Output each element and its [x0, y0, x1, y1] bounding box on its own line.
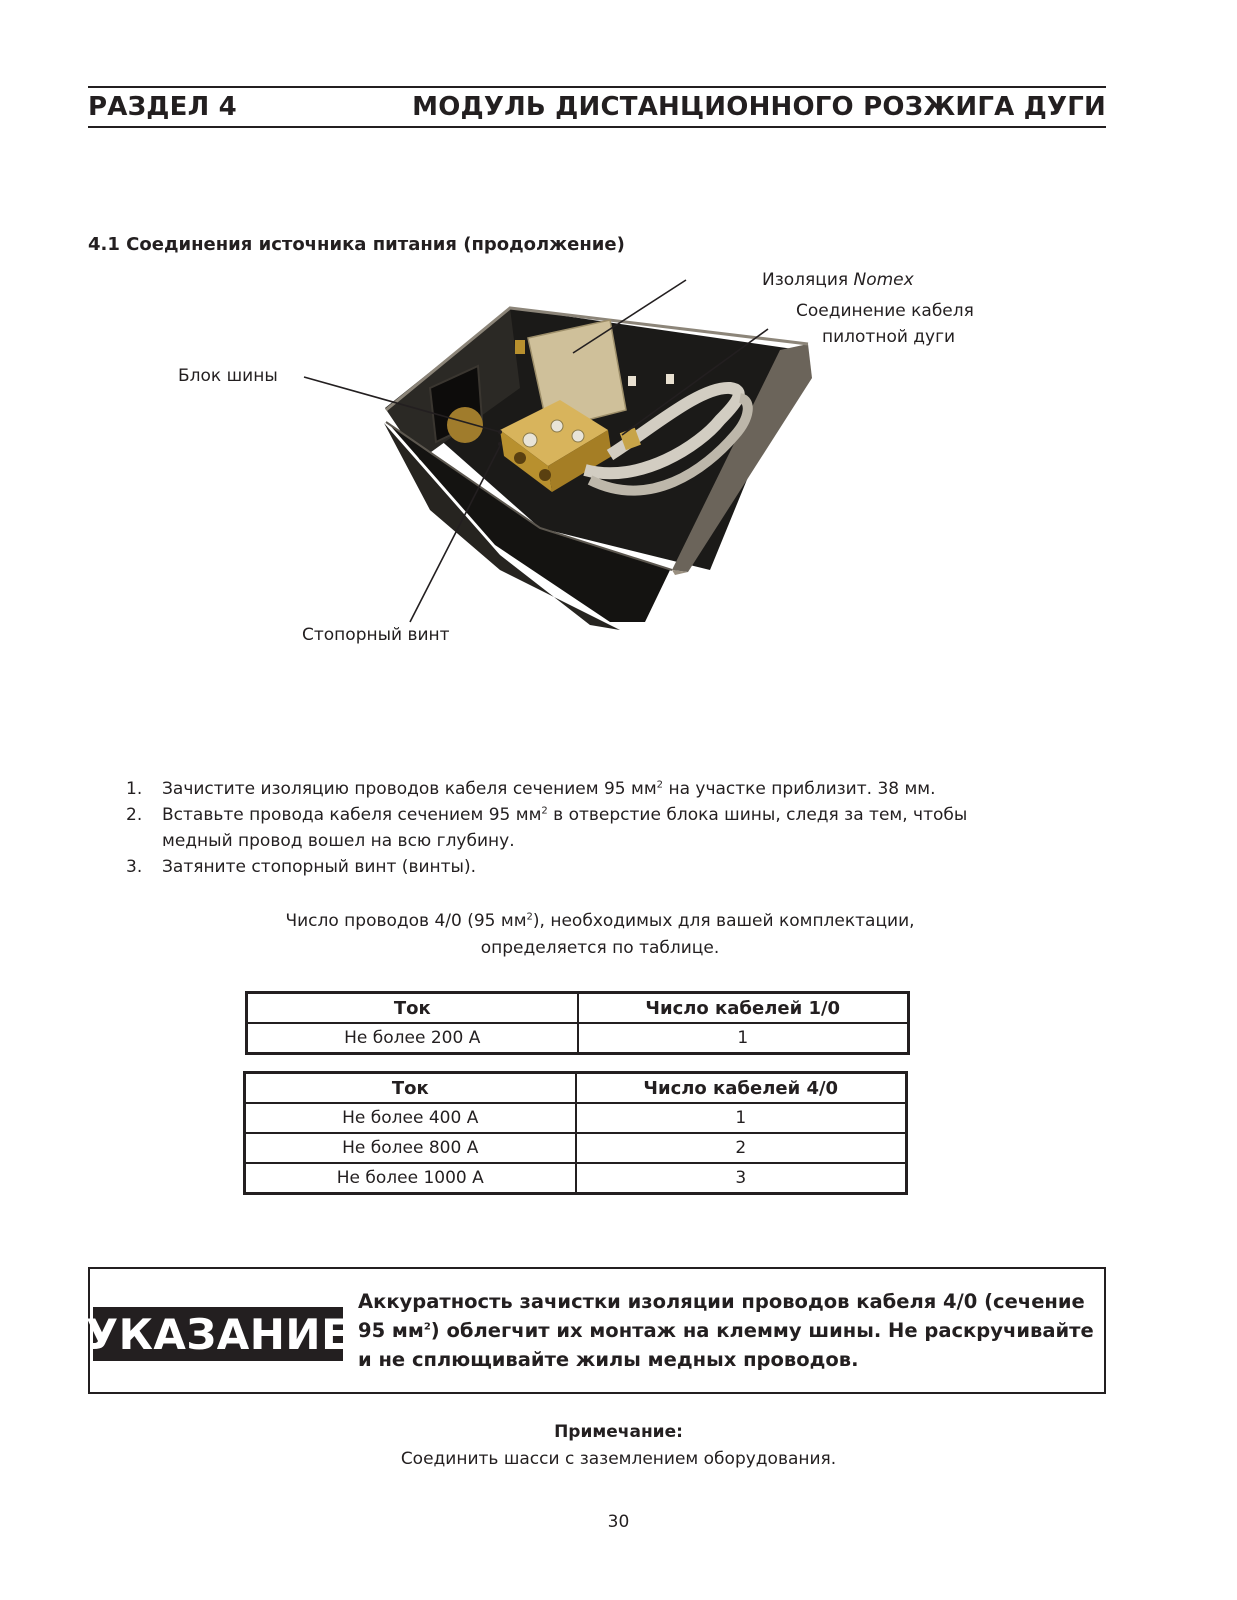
- table-cell: 2: [576, 1133, 907, 1163]
- notice-box: [85, 1267, 1106, 1394]
- cable-table-1-0: [245, 991, 910, 1055]
- column-header-current: Ток: [245, 1073, 576, 1104]
- intro-text: Число проводов 4/0 (95 мм: [285, 911, 527, 931]
- note-title: Примечание:: [554, 1422, 683, 1442]
- table-cell: 1: [576, 1103, 907, 1133]
- superscript: 2: [423, 1321, 431, 1333]
- page-heading: МОДУЛЬ ДИСТАНЦИОННОГО РОЗЖИГА ДУГИ: [412, 92, 1106, 122]
- table-intro-line2: определяется по таблице.: [480, 938, 720, 958]
- table-row: [247, 1023, 909, 1054]
- module-photo: [0, 270, 1237, 700]
- column-header-cables: Число кабелей 4/0: [576, 1073, 907, 1104]
- list-item: [126, 776, 1026, 802]
- header-top-rule: [88, 86, 1106, 88]
- list-item: [126, 854, 1026, 880]
- notice-text-part: ) облегчит их монтаж на клемму шины. Не раскручивайте и не сплющивайте жилы медных проводов.: [358, 1319, 1094, 1371]
- column-header-cables: Число кабелей 1/0: [578, 993, 909, 1024]
- table-cell: Не более 400 А: [245, 1103, 576, 1133]
- label-nomex-prefix: Изоляция: [762, 270, 854, 290]
- label-pilot-line2: пилотной дуги: [822, 327, 956, 347]
- notice-text: [358, 1287, 1098, 1374]
- table-row: [245, 1103, 907, 1133]
- section-title: 4.1 Соединения источника питания (продолжение): [88, 234, 625, 255]
- cable-table-4-0: [243, 1071, 908, 1195]
- label-busbar: Блок шины: [178, 366, 278, 386]
- list-item-number: 3.: [126, 857, 143, 877]
- list-item: [126, 802, 1026, 854]
- label-setscrew: Стопорный винт: [302, 625, 450, 645]
- table-intro: [180, 908, 1020, 962]
- section-number: РАЗДЕЛ 4: [88, 92, 237, 122]
- module-figure: [0, 270, 1237, 700]
- label-nomex: [762, 270, 914, 290]
- label-pilot-line1: Соединение кабеля: [796, 301, 974, 321]
- superscript: 2: [526, 911, 533, 923]
- list-item-text: Вставьте провода кабеля сечением 95 мм: [162, 805, 542, 825]
- instruction-list: [126, 776, 1026, 880]
- table-cell: 3: [576, 1163, 907, 1194]
- header-bottom-rule: [88, 126, 1106, 128]
- table-cell: 1: [578, 1023, 909, 1054]
- table-header-row: [247, 993, 909, 1024]
- list-item-text: в отверстие блока шины, следя за тем, чтобы медный провод вошел на всю глубину.: [162, 805, 968, 851]
- label-nomex-italic: Nomex: [853, 270, 914, 290]
- intro-text: ), необходимых для вашей комплектации,: [532, 911, 915, 931]
- superscript: 2: [656, 779, 664, 791]
- table-cell: Не более 200 А: [247, 1023, 578, 1054]
- table-header-row: [245, 1073, 907, 1104]
- list-item-number: 2.: [126, 805, 143, 825]
- notice-text-part: Аккуратность зачистки изоляции проводов кабеля 4/0 (сечение 95 мм: [358, 1290, 1085, 1342]
- table-row: [245, 1163, 907, 1194]
- table-cell: Не более 800 А: [245, 1133, 576, 1163]
- page-number: 30: [607, 1512, 630, 1532]
- table-row: [245, 1133, 907, 1163]
- list-item-text: на участке приблизит. 38 мм.: [663, 779, 936, 799]
- note-text: Соединить шасси с заземлением оборудования.: [400, 1449, 837, 1469]
- table-cell: Не более 1000 А: [245, 1163, 576, 1194]
- list-item-text: Затяните стопорный винт (винты).: [162, 857, 476, 877]
- column-header-current: Ток: [247, 993, 578, 1024]
- table-intro-line1: [180, 908, 1020, 935]
- superscript: 2: [541, 805, 548, 817]
- list-item-number: 1.: [126, 779, 143, 799]
- notice-badge: УКАЗАНИЕ: [93, 1307, 343, 1361]
- list-item-text: Зачистите изоляцию проводов кабеля сечением 95 мм: [162, 779, 657, 799]
